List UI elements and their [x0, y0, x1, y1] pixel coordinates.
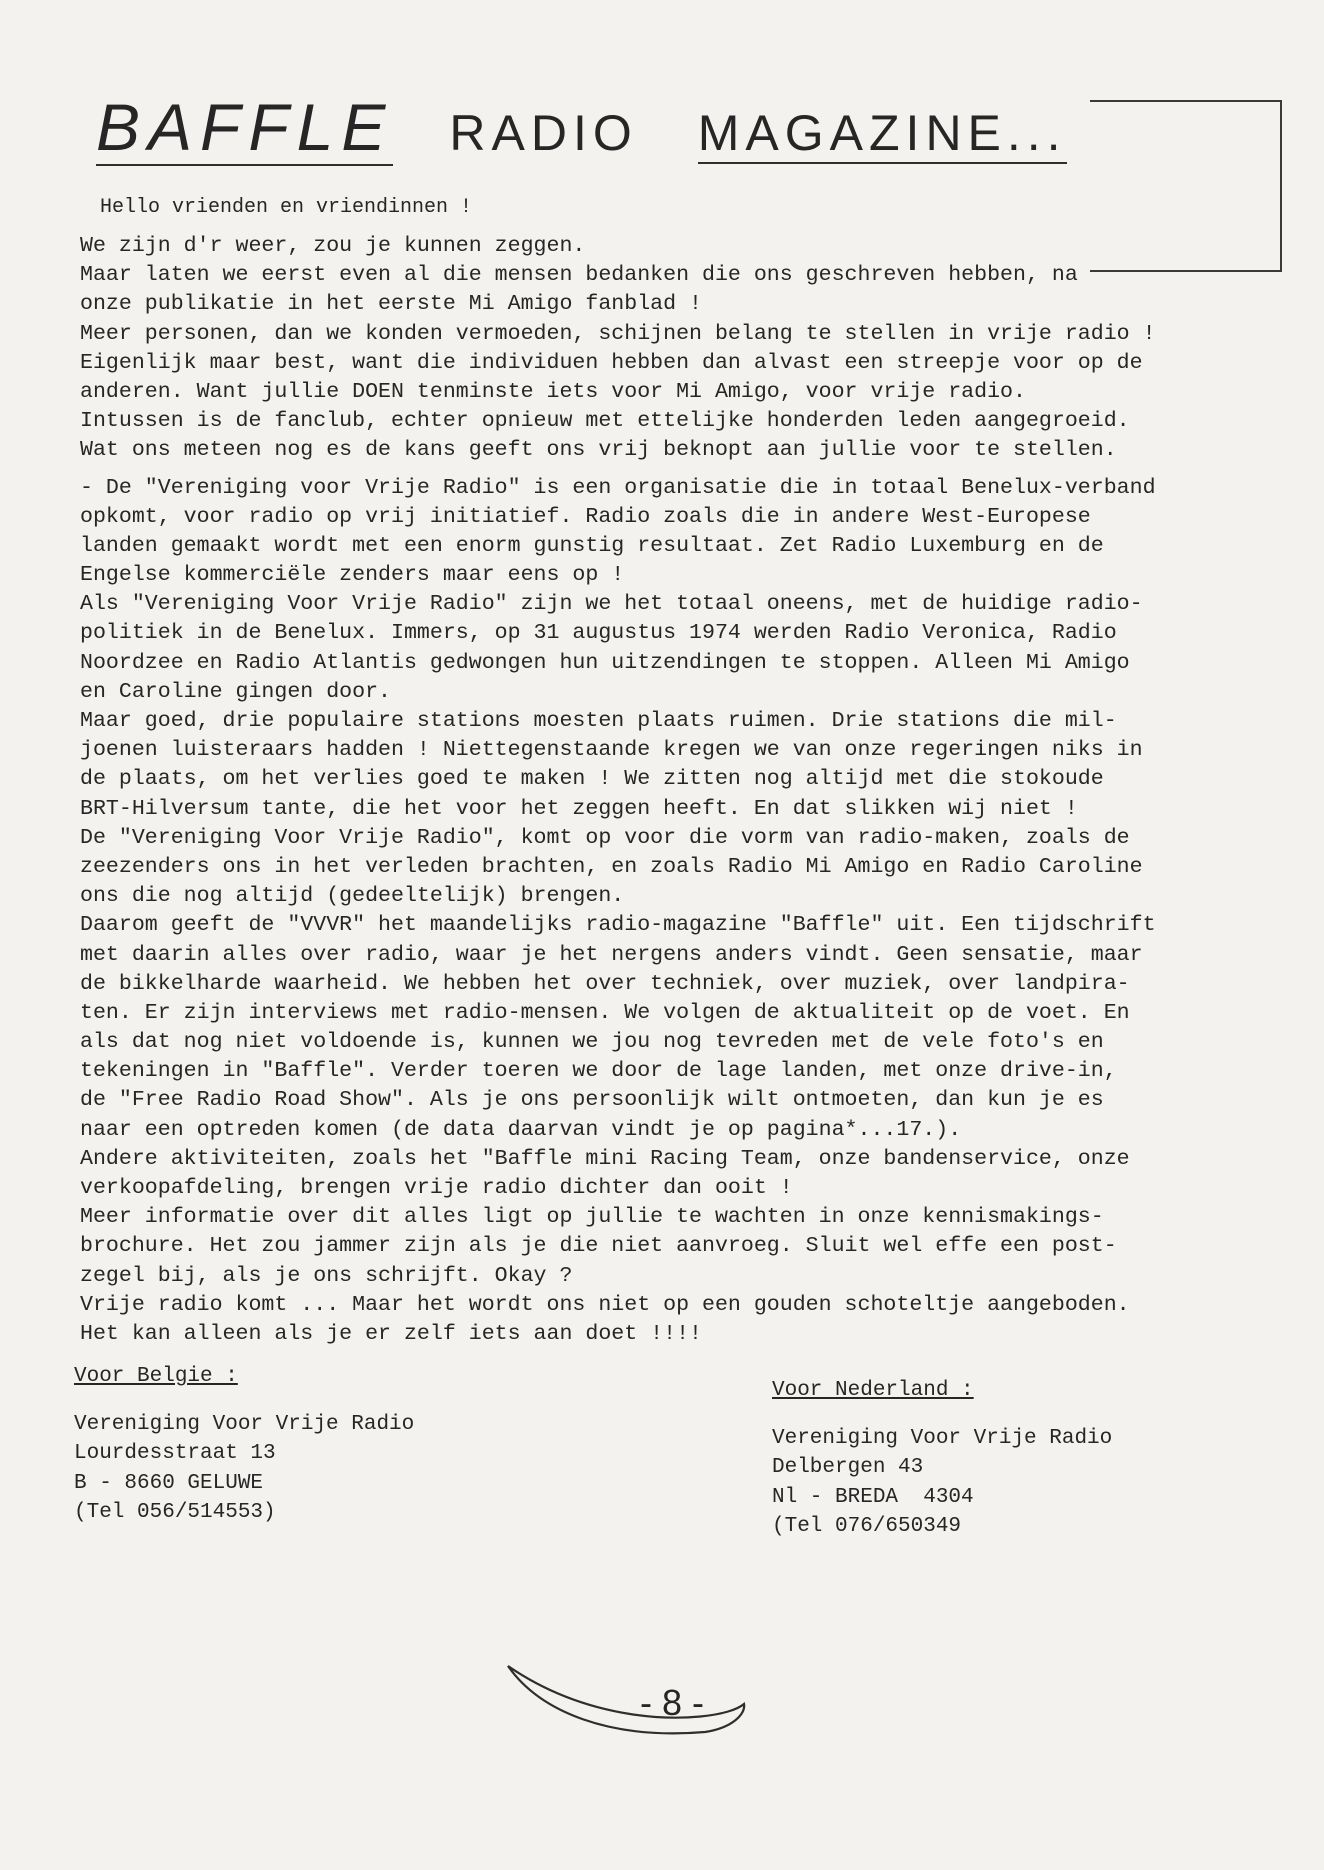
body-line: Engelse kommerciële zenders maar eens op ! — [80, 563, 625, 588]
body-line: verkoopafdeling, brengen vrije radio dichter dan ooit ! — [80, 1176, 793, 1200]
body-line: landen gemaakt wordt met een enorm gunstig resultaat. Zet Radio Luxemburg en de — [80, 533, 1104, 558]
address-belgium-heading: Voor Belgie : — [74, 1365, 238, 1388]
masthead-magazine: MAGAZINE... — [698, 104, 1067, 164]
body-line: Wat ons meteen nog es de kans geeft ons vrij beknopt aan jullie voor te stellen. — [80, 438, 1117, 463]
body-line: de bikkelharde waarheid. We hebben het over techniek, over muziek, over landpira- — [80, 971, 1130, 996]
body-line: en Caroline gingen door. — [80, 679, 392, 704]
masthead-baffle: BAFFLE — [96, 90, 394, 164]
body-line: anderen. Want jullie DOEN tenminste iets voor Mi Amigo, voor vrije radio. — [80, 379, 1026, 404]
body-line: Maar laten we eerst even al die mensen bedanken die ons geschreven hebben, na — [80, 263, 1078, 288]
body-line: Vrije radio komt ... Maar het wordt ons niet op een gouden schoteltje aangeboden. — [80, 1292, 1130, 1317]
body-line: ten. Er zijn interviews met radio-mensen. We volgen de aktualiteit op de voet. En — [80, 1000, 1130, 1025]
body-line: Daarom geeft de "VVVR" het maandelijks radio-magazine "Baffle" uit. Een tijdschrift — [80, 913, 1156, 938]
address-belgium-org: Vereniging Voor Vrije Radio — [74, 1412, 415, 1436]
body-line: de "Free Radio Road Show". Als je ons persoonlijk wilt ontmoeten, dan kun je es — [80, 1088, 1104, 1113]
body-line: onze publikatie in het eerste Mi Amigo fanblad ! — [80, 292, 703, 317]
body-line: - De "Vereniging voor Vrije Radio" is een organisatie die in totaal Benelux-verband — [80, 475, 1156, 500]
page-number-swoosh — [500, 1652, 750, 1742]
article-body — [80, 232, 1310, 1349]
body-line: Eigenlijk maar best, want die individuen hebben dan alvast een streepje voor op de — [80, 350, 1143, 375]
body-line: zeezenders ons in het verleden brachten, en zoals Radio Mi Amigo en Radio Caroline — [80, 854, 1143, 879]
body-line: Maar goed, drie populaire stations moesten plaats ruimen. Drie stations die mil- — [80, 709, 1117, 733]
body-line: De "Vereniging Voor Vrije Radio", komt op voor die vorm van radio-maken, zoals de — [80, 825, 1130, 850]
body-line: ons die nog altijd (gedeeltelijk) brengen. — [80, 884, 625, 909]
body-line: zegel bij, als je ons schrijft. Okay ? — [80, 1263, 573, 1288]
body-line: tekeningen in "Baffle". Verder toeren we door de lage landen, met onze drive-in, — [80, 1059, 1117, 1084]
address-netherlands — [772, 1376, 1112, 1542]
address-belgium-phone: (Tel 056/514553) — [74, 1501, 276, 1524]
address-netherlands-street: Delbergen 43 — [772, 1456, 924, 1479]
body-line: BRT-Hilversum tante, die het voor het zeggen heeft. En dat slikken wij niet ! — [80, 796, 1078, 821]
page-number-label: - 8 - — [640, 1682, 705, 1723]
greeting: Hello vrienden en vriendinnen ! — [100, 196, 473, 219]
body-line: Andere aktiviteiten, zoals het "Baffle mini Racing Team, onze bandenservice, onze — [80, 1146, 1130, 1171]
address-netherlands-city: Nl - BREDA 4304 — [772, 1485, 974, 1509]
masthead — [96, 92, 1067, 172]
address-netherlands-heading: Voor Nederland : — [772, 1379, 974, 1402]
body-line: Intussen is de fanclub, echter opnieuw met ettelijke honderden leden aangegroeid. — [80, 409, 1130, 434]
address-netherlands-org: Vereniging Voor Vrije Radio — [772, 1426, 1113, 1450]
body-line: naar een optreden komen (de data daarvan vindt je op pagina*...17.). — [80, 1117, 962, 1142]
body-line: We zijn d'r weer, zou je kunnen zeggen. — [80, 234, 586, 258]
masthead-radio: RADIO — [449, 105, 638, 161]
body-line: brochure. Het zou jammer zijn als je die niet aanvroeg. Sluit wel effe een post- — [80, 1234, 1117, 1259]
page-number — [500, 1652, 750, 1742]
address-belgium-city: B - 8660 GELUWE — [74, 1471, 264, 1495]
body-line: de plaats, om het verlies goed te maken ! We zitten nog altijd met die stokoude — [80, 767, 1104, 792]
body-line: Als "Vereniging Voor Vrije Radio" zijn we het totaal oneens, met de huidige radio- — [80, 592, 1143, 617]
body-line: als dat nog niet voldoende is, kunnen we jou nog tevreden met de vele foto's en — [80, 1030, 1104, 1055]
address-belgium-street: Lourdesstraat 13 — [74, 1442, 276, 1465]
body-line: joenen luisteraars hadden ! Niettegenstaande kregen we van onze regeringen niks in — [80, 738, 1143, 763]
body-line: met daarin alles over radio, waar je het nergens anders vindt. Geen sensatie, maar — [80, 942, 1143, 967]
address-belgium — [74, 1362, 414, 1528]
address-netherlands-phone: (Tel 076/650349 — [772, 1515, 962, 1538]
body-line: Het kan alleen als je er zelf iets aan doet !!!! — [80, 1321, 703, 1346]
body-line: opkomt, voor radio op vrij initiatief. Radio zoals die in andere West-Europese — [80, 504, 1091, 529]
body-line: Meer informatie over dit alles ligt op jullie te wachten in onze kennismakings- — [80, 1205, 1104, 1230]
body-line: Noordzee en Radio Atlantis gedwongen hun uitzendingen te stoppen. Alleen Mi Amigo — [80, 650, 1130, 675]
body-line: Meer personen, dan we konden vermoeden, schijnen belang te stellen in vrije radio ! — [80, 321, 1156, 346]
body-line: politiek in de Benelux. Immers, op 31 augustus 1974 werden Radio Veronica, Radio — [80, 621, 1117, 646]
